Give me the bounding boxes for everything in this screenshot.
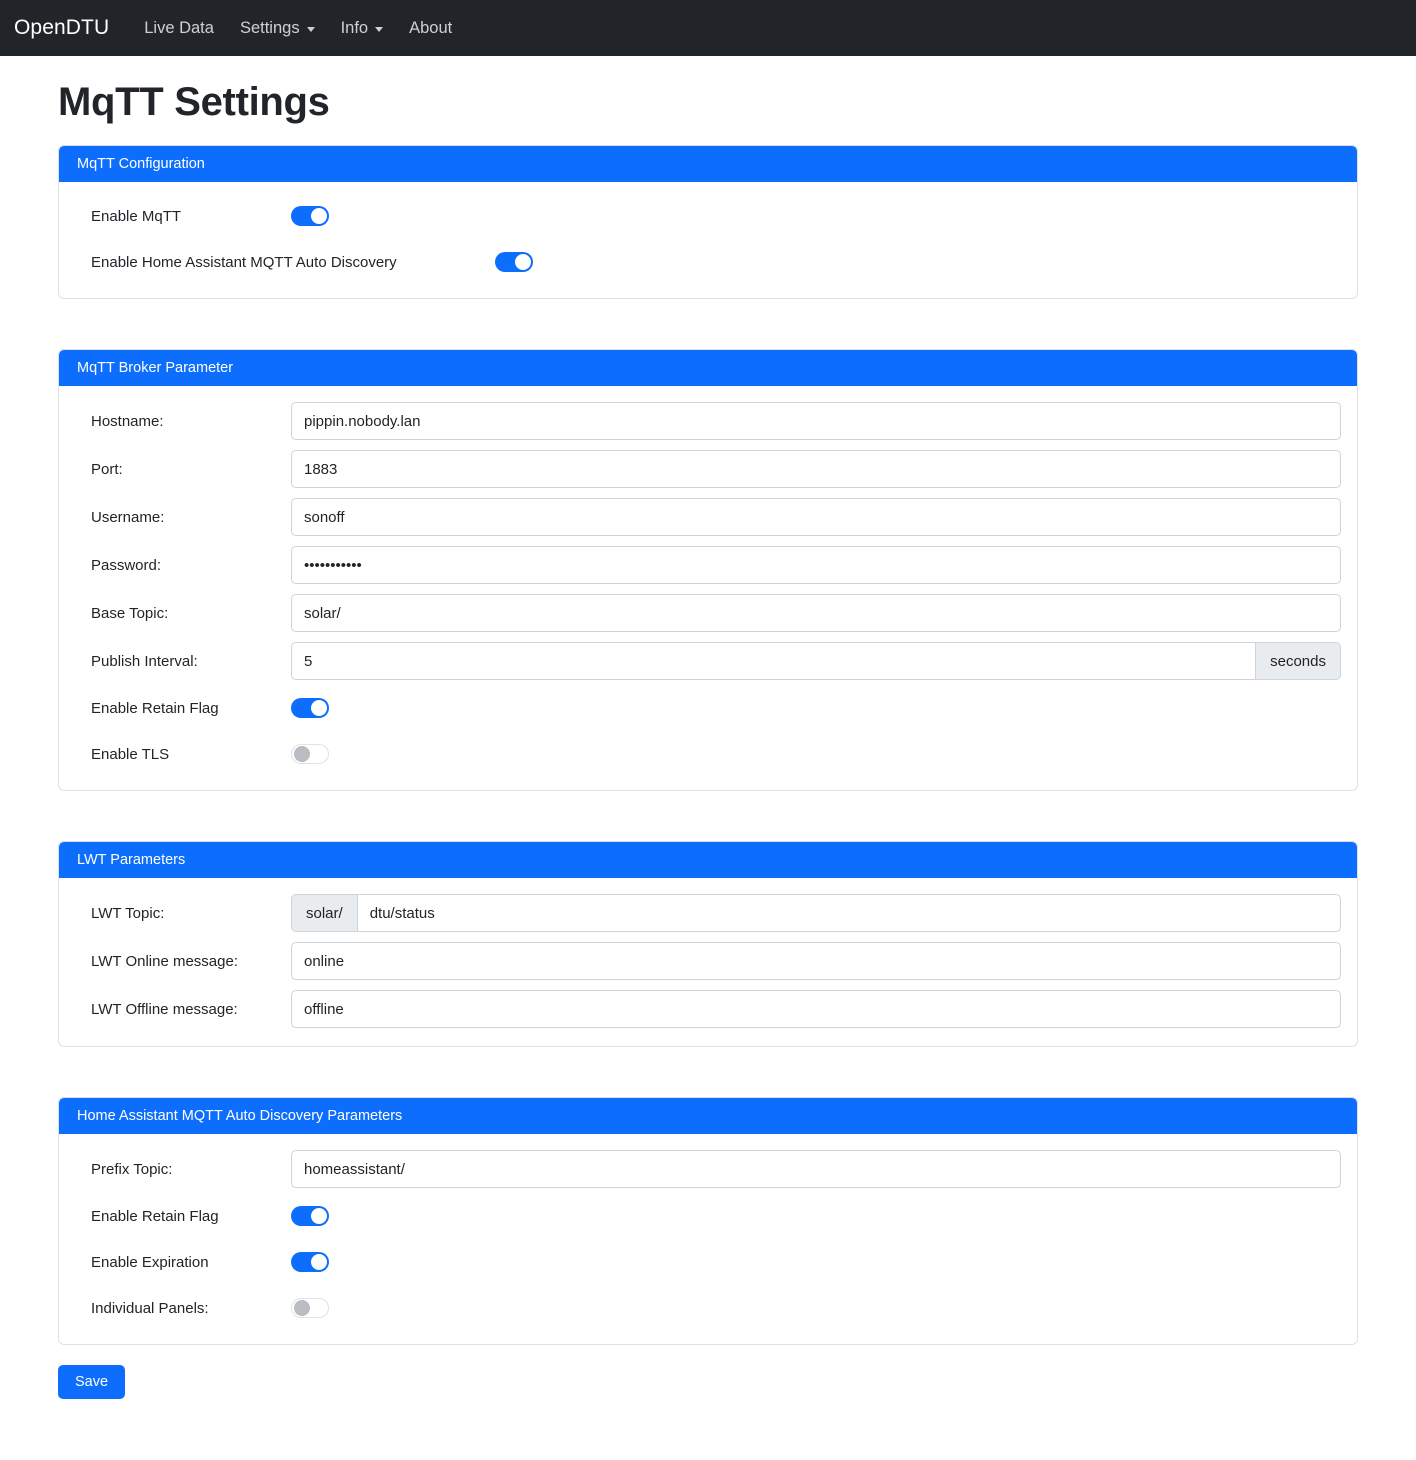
control-enable-home-assistant-discovery xyxy=(495,252,1341,272)
publish-interval-group xyxy=(291,642,1341,680)
control-hass-expiration xyxy=(291,1252,1341,1272)
control-base-topic xyxy=(291,594,1341,632)
toggle-knob xyxy=(294,746,310,762)
toggle-knob xyxy=(294,1300,310,1316)
nav-item-live-data-label: Live Data xyxy=(144,18,214,37)
row-hostname xyxy=(75,402,1341,440)
publish-interval-input[interactable] xyxy=(291,642,1256,680)
publish-interval-unit: seconds xyxy=(1256,642,1341,680)
toggle-enable-home-assistant-discovery[interactable] xyxy=(495,252,533,272)
lwt-topic-prefix: solar/ xyxy=(291,894,357,932)
label-base-topic: Base Topic: xyxy=(91,604,169,622)
label-hass-retain: Enable Retain Flag xyxy=(91,1207,219,1225)
label-password: Password: xyxy=(91,556,162,574)
card-body-home-assistant-discovery xyxy=(59,1134,1357,1344)
hostname-input[interactable] xyxy=(291,402,1341,440)
password-input[interactable] xyxy=(291,546,1341,584)
toggle-knob xyxy=(311,700,327,716)
control-broker-retain xyxy=(291,698,1341,718)
save-button[interactable]: Save xyxy=(58,1365,125,1399)
toggle-knob xyxy=(515,254,531,270)
label-lwt-offline-message: LWT Offline message: xyxy=(91,1000,238,1018)
row-enable-home-assistant-discovery xyxy=(75,244,1341,280)
chevron-down-icon xyxy=(307,27,315,32)
nav-item-settings[interactable] xyxy=(227,11,328,46)
lwt-offline-message-input[interactable] xyxy=(291,990,1341,1028)
card-header-mqtt-configuration: MqTT Configuration xyxy=(59,146,1357,182)
label-enable-mqtt: Enable MqTT xyxy=(91,207,182,225)
control-prefix-topic xyxy=(291,1150,1341,1188)
lwt-topic-input[interactable] xyxy=(357,894,1341,932)
control-lwt-topic xyxy=(291,894,1341,932)
row-lwt-offline-message xyxy=(75,990,1341,1028)
card-header-lwt-parameters: LWT Parameters xyxy=(59,842,1357,878)
nav-item-info-label: Info xyxy=(340,18,369,37)
control-enable-mqtt xyxy=(291,206,1341,226)
control-hostname xyxy=(291,402,1341,440)
row-individual-panels xyxy=(75,1290,1341,1326)
label-enable-home-assistant-discovery: Enable Home Assistant MQTT Auto Discovery xyxy=(91,253,397,271)
chevron-down-icon xyxy=(375,27,383,32)
control-hass-retain xyxy=(291,1206,1341,1226)
control-individual-panels xyxy=(291,1298,1341,1318)
nav-item-live-data[interactable] xyxy=(131,11,227,46)
label-broker-retain: Enable Retain Flag xyxy=(91,699,219,717)
lwt-topic-group xyxy=(291,894,1341,932)
toggle-knob xyxy=(311,1208,327,1224)
row-enable-mqtt xyxy=(75,198,1341,234)
row-password xyxy=(75,546,1341,584)
row-base-topic xyxy=(75,594,1341,632)
toggle-broker-retain[interactable] xyxy=(291,698,329,718)
control-lwt-offline-message xyxy=(291,990,1341,1028)
control-port xyxy=(291,450,1341,488)
card-mqtt-broker-parameter xyxy=(58,349,1358,791)
label-hass-expiration: Enable Expiration xyxy=(91,1253,209,1271)
port-input[interactable] xyxy=(291,450,1341,488)
card-mqtt-configuration xyxy=(58,145,1358,299)
row-lwt-topic xyxy=(75,894,1341,932)
row-hass-retain xyxy=(75,1198,1341,1234)
control-lwt-online-message xyxy=(291,942,1341,980)
nav-item-settings-label: Settings xyxy=(239,18,300,37)
control-password xyxy=(291,546,1341,584)
label-prefix-topic: Prefix Topic: xyxy=(91,1160,173,1178)
label-publish-interval: Publish Interval: xyxy=(91,652,198,670)
label-lwt-online-message: LWT Online message: xyxy=(91,952,239,970)
toggle-hass-expiration[interactable] xyxy=(291,1252,329,1272)
control-username xyxy=(291,498,1341,536)
prefix-topic-input[interactable] xyxy=(291,1150,1341,1188)
nav-item-about[interactable] xyxy=(396,11,465,46)
row-lwt-online-message xyxy=(75,942,1341,980)
label-port: Port: xyxy=(91,460,123,478)
navbar xyxy=(0,0,1416,56)
card-body-lwt-parameters xyxy=(59,878,1357,1046)
toggle-enable-tls[interactable] xyxy=(291,744,329,764)
lwt-online-message-input[interactable] xyxy=(291,942,1341,980)
row-publish-interval xyxy=(75,642,1341,680)
row-prefix-topic xyxy=(75,1150,1341,1188)
spacer xyxy=(0,791,1416,841)
label-enable-tls: Enable TLS xyxy=(91,745,170,763)
row-broker-retain xyxy=(75,690,1341,726)
card-body-mqtt-configuration xyxy=(59,182,1357,298)
card-header-home-assistant-discovery: Home Assistant MQTT Auto Discovery Parameters xyxy=(59,1098,1357,1134)
toggle-hass-retain[interactable] xyxy=(291,1206,329,1226)
control-enable-tls xyxy=(291,744,1341,764)
card-body-mqtt-broker-parameter xyxy=(59,386,1357,790)
spacer xyxy=(0,299,1416,349)
toggle-individual-panels[interactable] xyxy=(291,1298,329,1318)
card-home-assistant-discovery xyxy=(58,1097,1358,1345)
toggle-enable-mqtt[interactable] xyxy=(291,206,329,226)
control-publish-interval xyxy=(291,642,1341,680)
toggle-knob xyxy=(311,1254,327,1270)
row-enable-tls xyxy=(75,736,1341,772)
row-port xyxy=(75,450,1341,488)
label-hostname: Hostname: xyxy=(91,412,164,430)
brand-opendtu[interactable]: OpenDTU xyxy=(14,16,110,39)
row-username xyxy=(75,498,1341,536)
card-lwt-parameters xyxy=(58,841,1358,1047)
label-individual-panels: Individual Panels: xyxy=(91,1299,209,1317)
page-title: MqTT Settings xyxy=(58,80,330,124)
card-header-mqtt-broker-parameter: MqTT Broker Parameter xyxy=(59,350,1357,386)
toggle-knob xyxy=(311,208,327,224)
label-lwt-topic: LWT Topic: xyxy=(91,904,165,922)
nav-item-about-label: About xyxy=(409,18,453,37)
spacer xyxy=(0,1047,1416,1097)
nav-item-info[interactable] xyxy=(328,11,397,46)
row-hass-expiration xyxy=(75,1244,1341,1280)
label-username: Username: xyxy=(91,508,165,526)
base-topic-input[interactable] xyxy=(291,594,1341,632)
username-input[interactable] xyxy=(291,498,1341,536)
